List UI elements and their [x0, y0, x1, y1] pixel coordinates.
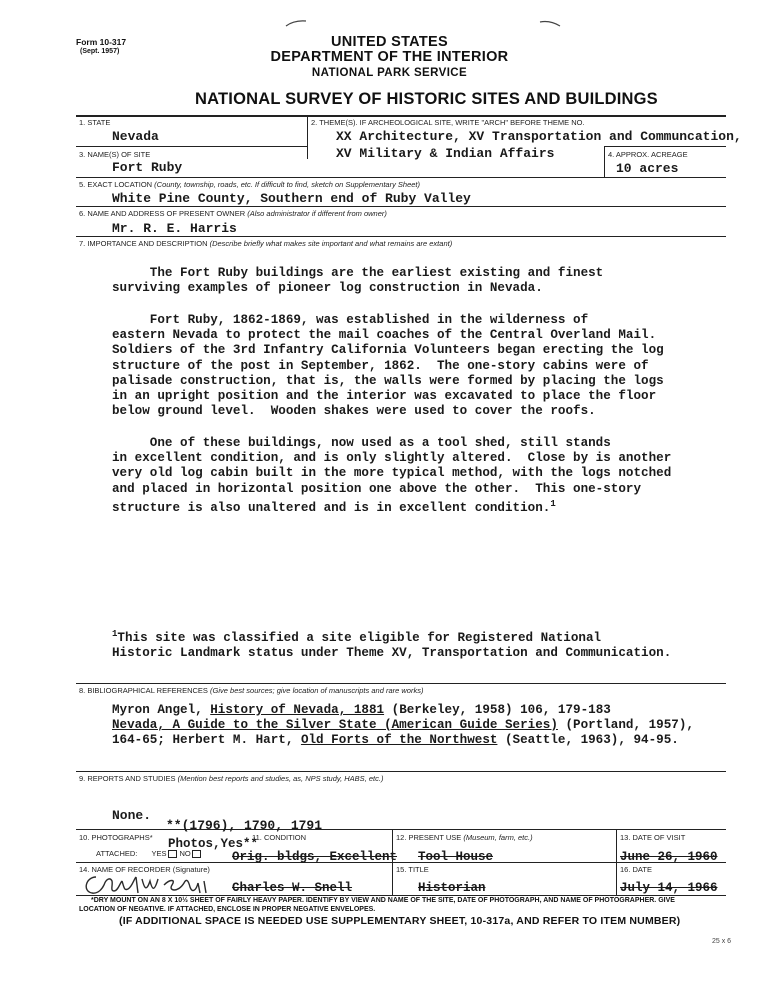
header-line-1: UNITED STATES	[331, 34, 448, 50]
present-use-value: Tool House	[418, 850, 494, 864]
footnote: $^1$This site was classified a site eligible for Registered National Historic Landmark status under Theme XV, Transportation and Communication.	[112, 629, 672, 661]
condition-label: 11. CONDITION	[252, 833, 307, 842]
header-line-2: DEPARTMENT OF THE INTERIOR	[270, 49, 509, 65]
no-checkbox	[192, 850, 201, 858]
signature	[80, 871, 228, 899]
condition-value: Orig. bldgs, Excellent	[232, 850, 398, 864]
owner-value: Mr. R. E. Harris	[112, 221, 237, 236]
reports-value: None.	[112, 808, 152, 823]
bibliography-label: 8. BIBLIOGRAPHICAL REFERENCES (Give best sources; give location of manuscripts and rare works)	[79, 686, 424, 695]
state-value: Nevada	[112, 129, 159, 144]
bibliography-line-2: Nevada, A Guide to the Silver State (American Guide Series) (Portland, 1957),	[112, 718, 694, 732]
yes-checkbox	[168, 850, 177, 858]
title-label: 15. TITLE	[396, 865, 429, 874]
location-value: White Pine County, Southern end of Ruby Valley	[112, 191, 471, 206]
form-number: Form 10-317 (Sept. 1957)	[76, 37, 127, 55]
reports-numbers: **(1796), 1790, 1791	[166, 818, 323, 833]
visit-date-label: 13. DATE OF VISIT	[620, 833, 686, 842]
photographs-label: 10. PHOTOGRAPHS*	[79, 833, 153, 842]
bibliography-line-1: Myron Angel, History of Nevada, 1881 (Berkeley, 1958) 106, 179-183	[112, 703, 611, 717]
reports-label: 9. REPORTS AND STUDIES (Mention best reports and studies, as, NPS study, HABS, etc.)	[79, 774, 384, 783]
bibliography-line-3: 164-65; Herbert M. Hart, Old Forts of the Northwest (Seattle, 1963), 94-95.	[112, 733, 679, 747]
acreage-value: 10 acres	[616, 161, 679, 176]
acreage-label: 4. APPROX. ACREAGE	[608, 150, 688, 159]
date-label: 16. DATE	[620, 865, 652, 874]
state-label: 1. STATE	[79, 118, 111, 127]
footer-note: *DRY MOUNT ON AN 8 X 10½ SHEET OF FAIRLY HEAVY PAPER. IDENTIFY BY VIEW AND NAME OF THE SITE, DATE OF PHOTOGRAPH, AND NAME OF PHOTOGRAPHER. GIVE LOCATION OF NEGATIVE. IF ATTACHED, ENCLOSE IN PROPER NEGATIVE ENVELOPES.	[79, 897, 675, 913]
supplementary-note: (IF ADDITIONAL SPACE IS NEEDED USE SUPPLEMENTARY SHEET, 10-317a, AND REFER TO ITEM NUMBER)	[119, 915, 681, 927]
importance-paragraph-2: Fort Ruby, 1862-1869, was established in the wilderness of eastern Nevada to protect the mail coaches of the Central Overland Mail. Soldiers of the 3rd Infantry California Volunteers began erecting the log structure of the post in September, 1862. The one-story cabins were of palisade construction, that is, the walls were formed by placing the logs in an upright position and the interior was excavated to place the floor below ground level. Wooden shakes were used to cover the roofs.	[112, 313, 664, 419]
importance-paragraph-3: One of these buildings, now used as a tool shed, still stands in excellent condition, and is only slightly altered. Close by is another very old log cabin built in the more typical method, with the logs notched and placed in horizontal position one above the other. This one-story structure is also unaltered and is in excellent condition.$^1$	[112, 436, 672, 515]
title-value: Historian	[418, 881, 486, 895]
recorder-value: Charles W. Snell	[232, 881, 353, 895]
date-value: July 14, 1966	[620, 881, 718, 895]
scan-mark	[284, 18, 308, 28]
photographs-value: Photos,Yes**	[168, 837, 259, 851]
photographs-attached: ATTACHED: YES NO	[96, 849, 201, 858]
site-name-label: 3. NAME(S) OF SITE	[79, 150, 151, 159]
page-title: NATIONAL SURVEY OF HISTORIC SITES AND BUILDINGS	[195, 90, 658, 108]
importance-label: 7. IMPORTANCE AND DESCRIPTION (Describe briefly what makes site important and what remains are extant)	[79, 239, 453, 248]
themes-line-2: XV Military & Indian Affairs	[336, 146, 555, 161]
site-name-value: Fort Ruby	[112, 160, 183, 175]
present-use-label: 12. PRESENT USE (Museum, farm, etc.)	[396, 833, 533, 842]
scan-mark	[538, 18, 562, 28]
recorder-label: 14. NAME OF RECORDER (Signature)	[79, 865, 210, 874]
visit-date-value: June 26, 1960	[620, 850, 718, 864]
header-line-3: NATIONAL PARK SERVICE	[311, 67, 468, 79]
page-header	[0, 34, 779, 79]
page-mark: 25 x 6	[712, 938, 732, 945]
themes-label: 2. THEME(S). IF ARCHEOLOGICAL SITE, WRITE "ARCH" BEFORE THEME NO.	[311, 118, 585, 127]
importance-paragraph-1: The Fort Ruby buildings are the earliest existing and finest surviving examples of pioneer log construction in Nevada.	[112, 266, 604, 296]
location-label: 5. EXACT LOCATION (County, township, roads, etc. If difficult to find, sketch on Supplementary Sheet)	[79, 180, 421, 189]
themes-line-1: XX Architecture, XV Transportation and Communcation,	[336, 129, 742, 144]
owner-label: 6. NAME AND ADDRESS OF PRESENT OWNER (Also administrator if different from owner)	[79, 209, 387, 218]
